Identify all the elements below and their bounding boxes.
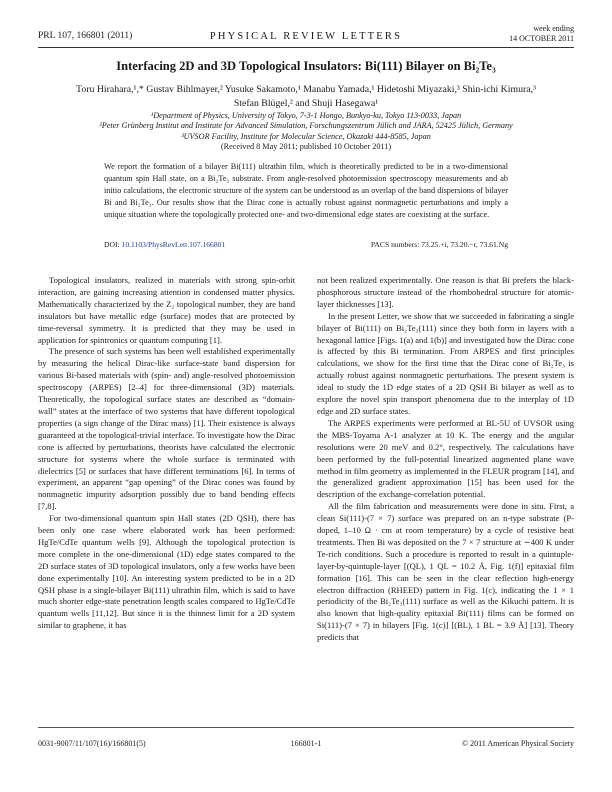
paragraph: The ARPES experiments were performed at BL-5U of UVSOR using the MBS-Toyama A-1 analyzer at 10 K. The energy and the angular resolutions were 20 meV and 0.2°, respectively. The calculations have been performed by the full-potential linearized augmented plane wave method in film geometry as implemented in the FLEUR program [14], and the generalized gradient approximation [15] has been used for the description of the exchange-correlation potential. [317,417,574,500]
journal-reference: PRL 107, 166801 (2011) [38,31,133,41]
affiliation-2: ²Peter Grünberg Institut and Institute for Advanced Simulation, Forschungszentrum Jülich and JARA, 52425 Jülich, Germany [99,121,513,131]
authors-line-2: Stefan Blügel,² and Shuji Hasegawa¹ [233,97,379,109]
author-list [56,83,556,110]
week-ending-label: week ending [533,24,574,33]
issue-date [509,24,574,43]
running-header [38,24,574,46]
copyright: © 2011 American Physical Society [462,739,574,748]
doi-pacs-line [104,240,508,252]
paragraph: Topological insulators, realized in materials with strong spin-orbit interaction, are gaining increasing attention in condensed matter physics. Mathematically characterized by the Z₂ topological number, they are band insulators but have metallic edge (surface) modes that are protected by time-reversal symmetry. It is predicted that they may be used in application for spintronics or quantum computing [1]. [38,275,295,345]
paragraph: For two-dimensional quantum spin Hall states (2D QSH), there has been only one case where elaborated work has been performed: HgTe/CdTe quantum wells [9]. Although the topological protection is more complete in the one-dimensional (1D) edge states compared to the 2D surface states of 3D topological insulators, only a few works have been done experimentally [10]. An interesting system predicted to be in a 2D QSH phase is a single-bilayer Bi(111) ultrathin film, which is said to have much shorter edge-state penetration length scales compared to HgTe/CdTe quantum wells [11,12]. But since it is the thinnest limit for a 2D system similar to graphene, it has [38,513,295,631]
body-column-left [38,275,295,632]
doi-link[interactable]: 10.1103/PhysRevLett.107.166801 [121,240,226,249]
week-ending-date: 14 OCTOBER 2011 [509,33,574,43]
abstract: We report the formation of a bilayer Bi(111) ultrathin film, which is theoretically predicted to be in a two-dimensional quantum spin Hall state, on a Bi₂Te₃ substrate. From angle-resolved photoemission spectroscopy measurements and ab initio calculations, the electronic structure of the system can be understood as an overlap of the band dispersions of bilayer Bi and Bi₂Te₃. Our results show that the Dirac cone is actually robust against nonmagnetic perturbations and imply a unique situation where the topologically protected one- and two-dimensional edge states are coexisting at the surface. [104,162,508,219]
paper-title: Interfacing 2D and 3D Topological Insulators: Bi(111) Bilayer on Bi₂Te₃ [116,59,496,73]
footer-rule [38,727,574,728]
received-dates: (Received 8 May 2011; published 10 October 2011) [220,142,392,152]
paragraph: In the present Letter, we show that we succeeded in fabricating a single bilayer of Bi(111) on Bi₂Te₃(111) since they both form in layers with a hexagonal lattice [Figs. 1(a) and 1(b)] and investigated how the Dirac cone is affected by this Bi termination. From ARPES and first principles calculations, we show for the first time that the Dirac cone of Bi₂Te₃ is actually robust against nonmagnetic perturbations. The present system is ideal to study the 1D edge states of a 2D QSH Bi bilayer as well as to explore the novel spin transport phenomena due to the interplay of 1D edge and 2D surface states. [317,310,574,416]
doi-prefix: DOI: [104,240,120,249]
paragraph: not been realized experimentally. One reason is that Bi prefers the black-phosphorous structure instead of the rhombohedral structure for atomic-layer thicknesses [13]. [317,275,574,309]
body-column-right [317,275,574,644]
pacs-numbers: PACS numbers: 73.25.+i, 73.20.−r, 73.61.Ng [370,240,508,249]
affiliations [38,111,574,153]
header-rule [38,47,574,48]
doi [104,240,225,249]
authors-line-1: Toru Hirahara,¹,* Gustav Bihlmayer,² Yusuke Sakamoto,¹ Manabu Yamada,¹ Hidetoshi Miyazaki,³ Shin-ichi Kimura,³ [76,84,536,95]
paragraph: All the film fabrication and measurements were done in situ. First, a clean Si(111)-(7 × 7) surface was prepared on an n-type substrate (P-doped, 1–10 Ω · cm at room temperature) by a cycle of resistive heat treatments. Then Bi was deposited on the 7 × 7 structure at ∼400 K under Te-rich conditions. Such a procedure is reported to result in a quintuple-layer-by-quintuple-layer [(QL), 1 QL = 10.2 Å, Fig. 1(f)] epitaxial film formation [16]. This can be seen in the clear reflection high-energy electron diffraction (RHEED) pattern in Fig. 1(c), indicating the 1 × 1 periodicity of the Bi₂Te₃(111) surface as well as the Kikuchi pattern. It is also known that high-quality epitaxial Bi(111) films can be formed on Si(111)-(7 × 7) in bilayers [Fig. 1(c)] [(BL), 1 BL = 3.9 Å] [13]. Theory predicts that [317,501,574,643]
journal-name: PHYSICAL REVIEW LETTERS [209,31,403,42]
affiliation-1: ¹Department of Physics, University of Tokyo, 7-3-1 Hongo, Bunkyo-ku, Tokyo 113-0033, Japan [150,111,462,120]
page-footer [38,739,574,751]
affiliation-3: ³UVSOR Facility, Institute for Molecular Science, Okazaki 444-8585, Japan [181,131,431,141]
page-number: 166801-1 [290,739,322,748]
article-code: 0031-9007/11/107(16)/166801(5) [38,739,146,748]
paragraph: The presence of such systems has been well established experimentally by measuring the helical Dirac-like surface-state band dispersion for various Bi-based materials with (spin- and) angle-resolved photoemission spectroscopy (ARPES) [2–4] for three-dimensional (3D) materials. Theoretically, the topological surface states are described as “domain-wall” states at the interface of two systems that have different topological properties (a sign change of the Dirac mass) [1]. Their existence is always guaranteed at the topological-trivial interface. To investigate how the Dirac cone is affected by perturbations, theorists have calculated the electronic structure for systems where the whole surface is terminated with dielectrics [5] or surfaces that have different terminations [6]. In terms of experiment, an apparent “gap opening” of the Dirac cones was found by nonmagnetic impurity adsorption possibly due to band bending effects [7,8]. [38,346,295,512]
